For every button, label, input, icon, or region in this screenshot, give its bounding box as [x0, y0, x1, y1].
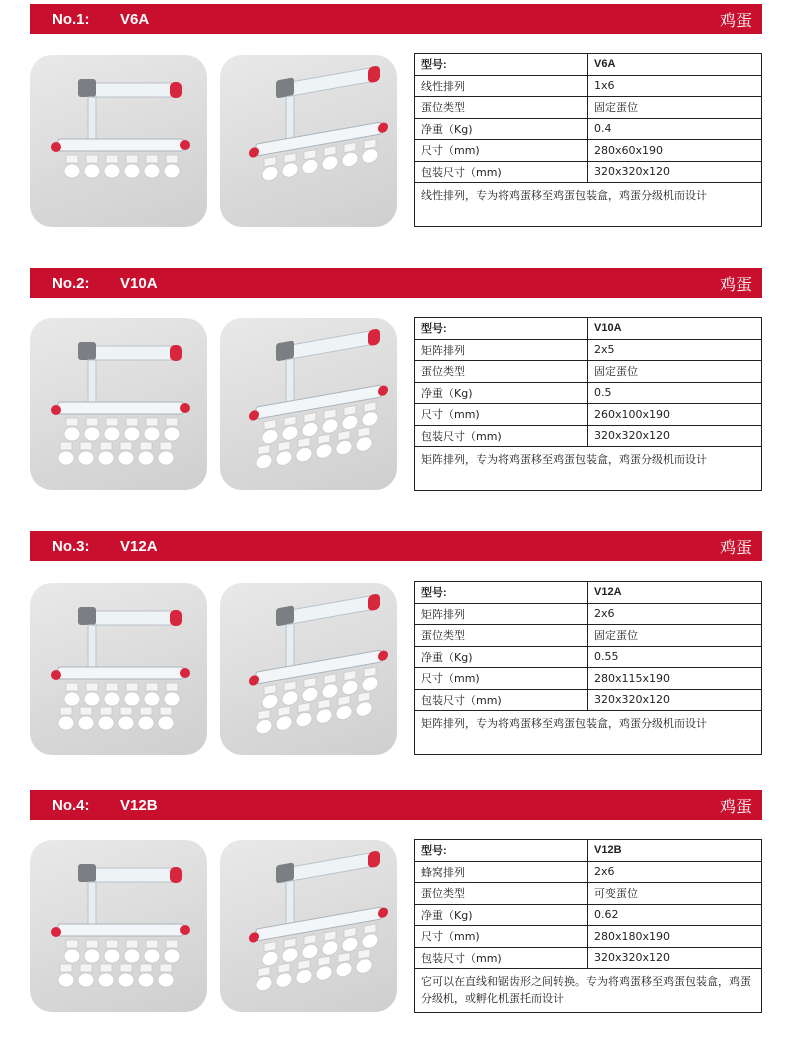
spec-value: V6A [588, 54, 762, 76]
spec-description: 矩阵排列，专为将鸡蛋移至鸡蛋包装盒，鸡蛋分级机而设计 [415, 447, 762, 491]
product-photo-angled [220, 318, 397, 490]
product-number: No.1: [52, 10, 90, 28]
spec-key: 包装尺寸（mm) [415, 689, 588, 711]
section-header-bar [30, 4, 762, 34]
spec-key: 蜂窝排列 [415, 861, 588, 883]
spec-value: 0.4 [588, 118, 762, 140]
spec-value: 0.5 [588, 382, 762, 404]
spec-key: 蛋位类型 [415, 625, 588, 647]
product-model: V12B [120, 796, 158, 814]
spec-value: 320x320x120 [588, 161, 762, 183]
spec-key: 型号: [415, 318, 588, 340]
gripper-illustration [30, 840, 207, 1012]
spec-key: 尺寸（mm) [415, 140, 588, 162]
product-number: No.3: [52, 537, 90, 555]
spec-key: 型号: [415, 840, 588, 862]
gripper-illustration [220, 840, 397, 1012]
product-number: No.2: [52, 274, 90, 292]
spec-table [414, 839, 762, 1013]
product-photo-angled [220, 55, 397, 227]
product-photo-front [30, 318, 207, 490]
spec-description: 矩阵排列，专为将鸡蛋移至鸡蛋包装盒，鸡蛋分级机而设计 [415, 711, 762, 755]
spec-value: V12A [588, 582, 762, 604]
spec-value: 固定蛋位 [588, 625, 762, 647]
section-header-bar [30, 268, 762, 298]
spec-key: 蛋位类型 [415, 361, 588, 383]
product-photo-front [30, 55, 207, 227]
spec-key: 净重（Kg) [415, 904, 588, 926]
gripper-illustration [220, 583, 397, 755]
category-label: 鸡蛋 [719, 10, 752, 30]
product-number: No.4: [52, 796, 90, 814]
product-model: V6A [120, 10, 150, 28]
spec-value: 280x60x190 [588, 140, 762, 162]
spec-key: 型号: [415, 582, 588, 604]
spec-description: 线性排列，专为将鸡蛋移至鸡蛋包装盒，鸡蛋分级机而设计 [415, 183, 762, 227]
spec-key: 净重（Kg) [415, 118, 588, 140]
spec-key: 包装尺寸（mm) [415, 947, 588, 969]
spec-value: 320x320x120 [588, 689, 762, 711]
spec-value: 0.62 [588, 904, 762, 926]
spec-key: 包装尺寸（mm) [415, 161, 588, 183]
spec-key: 矩阵排列 [415, 603, 588, 625]
gripper-illustration [220, 318, 397, 490]
spec-key: 矩阵排列 [415, 339, 588, 361]
product-photo-front [30, 840, 207, 1012]
section-header-bar [30, 790, 762, 820]
section-header-bar [30, 531, 762, 561]
spec-key: 尺寸（mm) [415, 404, 588, 426]
spec-value: 260x100x190 [588, 404, 762, 426]
spec-value: V10A [588, 318, 762, 340]
category-label: 鸡蛋 [719, 274, 752, 294]
spec-value: 2x6 [588, 861, 762, 883]
spec-table [414, 53, 762, 227]
product-photo-front [30, 583, 207, 755]
spec-value: 0.55 [588, 646, 762, 668]
product-photo-angled [220, 840, 397, 1012]
gripper-illustration [30, 55, 207, 227]
product-model: V12A [120, 537, 158, 555]
spec-value: 280x180x190 [588, 926, 762, 948]
spec-key: 尺寸（mm) [415, 926, 588, 948]
product-model: V10A [120, 274, 158, 292]
spec-value: 1x6 [588, 75, 762, 97]
spec-value: V12B [588, 840, 762, 862]
gripper-illustration [30, 318, 207, 490]
spec-key: 包装尺寸（mm) [415, 425, 588, 447]
spec-table [414, 581, 762, 755]
spec-key: 线性排列 [415, 75, 588, 97]
spec-value: 固定蛋位 [588, 361, 762, 383]
spec-value: 固定蛋位 [588, 97, 762, 119]
spec-key: 蛋位类型 [415, 883, 588, 905]
spec-key: 尺寸（mm) [415, 668, 588, 690]
spec-table [414, 317, 762, 491]
gripper-illustration [220, 55, 397, 227]
spec-key: 净重（Kg) [415, 646, 588, 668]
spec-value: 2x6 [588, 603, 762, 625]
product-photo-angled [220, 583, 397, 755]
spec-value: 320x320x120 [588, 947, 762, 969]
spec-description: 它可以在直线和锯齿形之间转换。专为将鸡蛋移至鸡蛋包装盒，鸡蛋分级机，或孵化机蛋托而设计 [415, 969, 762, 1013]
spec-value: 可变蛋位 [588, 883, 762, 905]
spec-value: 280x115x190 [588, 668, 762, 690]
category-label: 鸡蛋 [719, 537, 752, 557]
gripper-illustration [30, 583, 207, 755]
spec-value: 2x5 [588, 339, 762, 361]
spec-key: 净重（Kg) [415, 382, 588, 404]
spec-key: 蛋位类型 [415, 97, 588, 119]
spec-key: 型号: [415, 54, 588, 76]
spec-value: 320x320x120 [588, 425, 762, 447]
category-label: 鸡蛋 [719, 796, 752, 816]
